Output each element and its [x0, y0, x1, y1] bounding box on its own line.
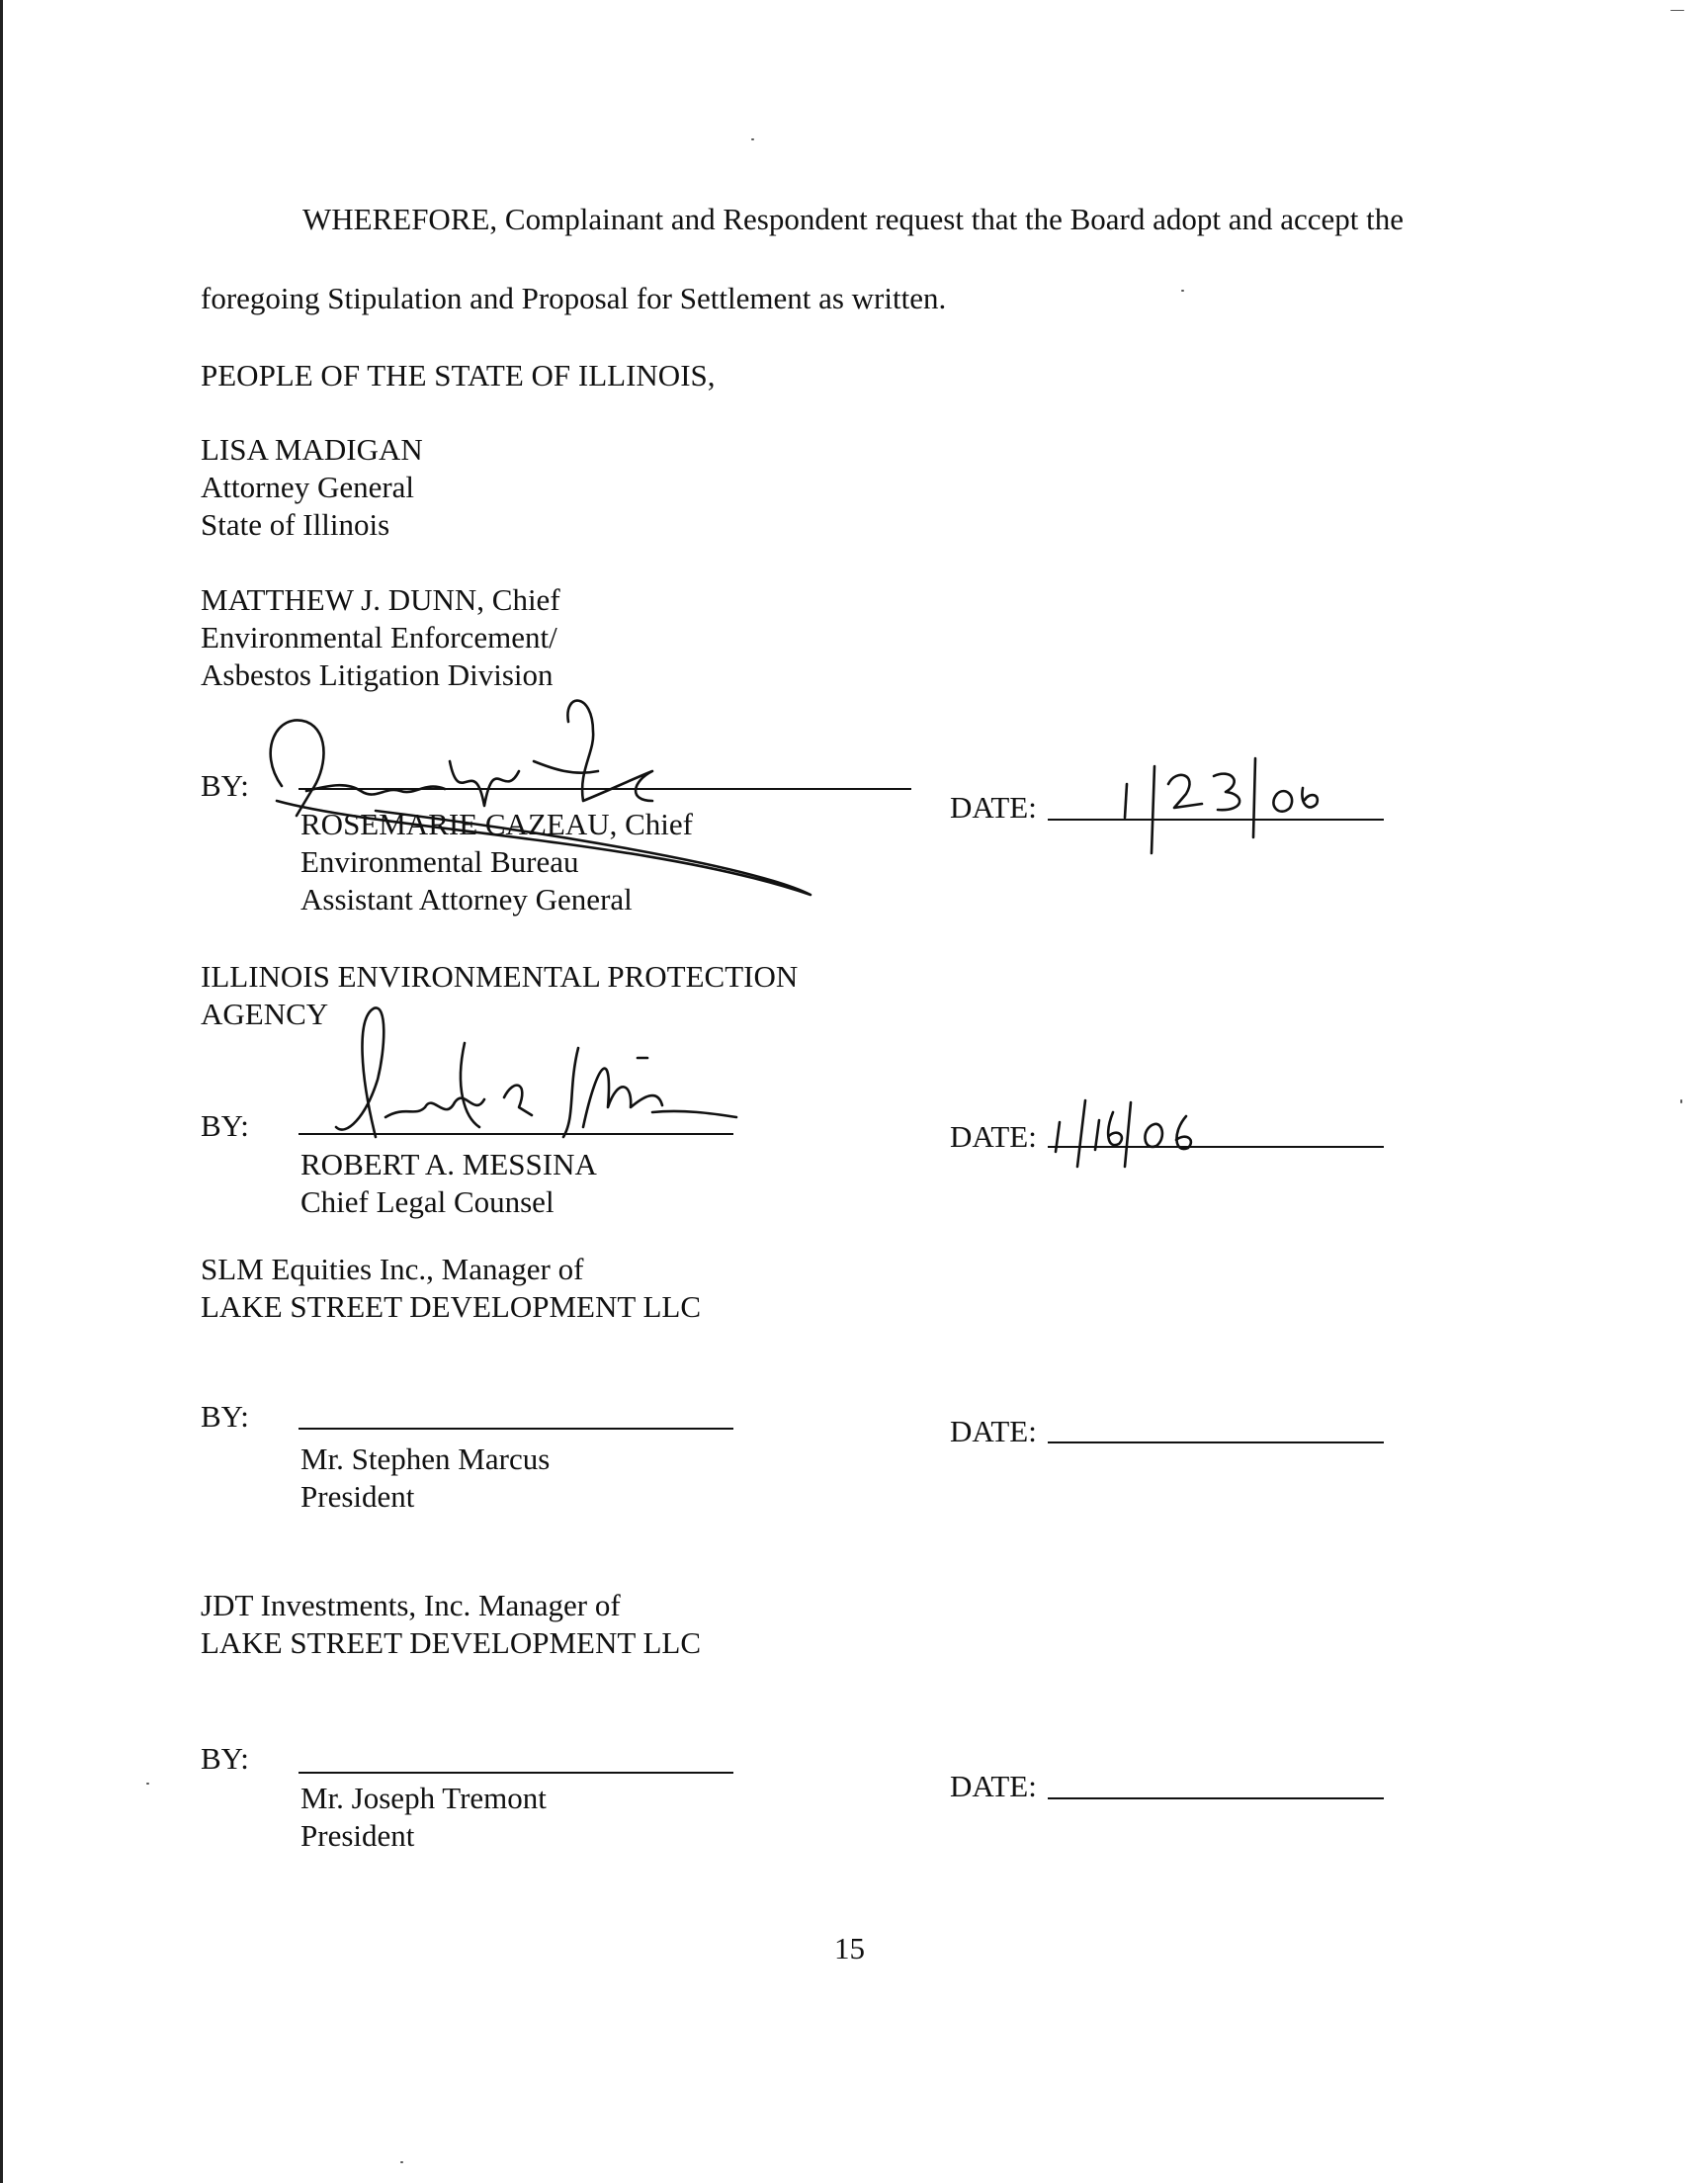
division-line-3: Asbestos Litigation Division	[201, 657, 554, 692]
sig3-by-label: BY:	[201, 1399, 249, 1434]
sig4-by-label: BY:	[201, 1741, 249, 1776]
sig1-name: ROSEMARIE CAZEAU, Chief	[300, 807, 693, 841]
sig4-title: President	[300, 1818, 415, 1853]
sig4-name: Mr. Joseph Tremont	[300, 1781, 547, 1815]
sig2-title: Chief Legal Counsel	[300, 1184, 555, 1219]
sig4-signature-line	[299, 1772, 733, 1774]
sig1-handwritten-signature	[237, 692, 850, 910]
scan-speck	[400, 2161, 403, 2163]
jdt-line-2: LAKE STREET DEVELOPMENT LLC	[201, 1625, 702, 1660]
scan-edge-left	[0, 0, 3, 2183]
slm-line-2: LAKE STREET DEVELOPMENT LLC	[201, 1289, 702, 1324]
scan-speck	[751, 138, 754, 140]
ag-title: Attorney General	[201, 470, 415, 504]
intro-line-1: WHEREFORE, Complainant and Respondent request that the Board adopt and accept the	[302, 202, 1405, 236]
sig2-by-label: BY:	[201, 1108, 249, 1143]
sig1-handwritten-date	[1107, 746, 1404, 855]
sig2-date-label: DATE:	[950, 1119, 1037, 1154]
scan-speck	[1670, 10, 1684, 11]
ag-state: State of Illinois	[201, 507, 390, 542]
sig1-date-label: DATE:	[950, 790, 1037, 825]
sig1-title-2: Assistant Attorney General	[300, 882, 633, 917]
sig2-handwritten-date	[1048, 1092, 1305, 1172]
slm-line-1: SLM Equities Inc., Manager of	[201, 1252, 584, 1286]
sig1-by-label: BY:	[201, 768, 249, 803]
sig4-date-label: DATE:	[950, 1769, 1037, 1803]
scan-speck	[146, 1783, 149, 1785]
sig3-signature-line	[299, 1428, 733, 1430]
scan-speck	[1181, 290, 1184, 292]
division-line-2: Environmental Enforcement/	[201, 620, 557, 655]
sig3-date-label: DATE:	[950, 1414, 1037, 1448]
page-number: 15	[834, 1931, 865, 1965]
sig4-date-line	[1048, 1797, 1384, 1799]
sig3-name: Mr. Stephen Marcus	[300, 1441, 551, 1476]
sig3-title: President	[300, 1479, 415, 1514]
sig1-title-1: Environmental Bureau	[300, 844, 579, 879]
jdt-line-1: JDT Investments, Inc. Manager of	[201, 1588, 621, 1622]
scan-speck	[1680, 1099, 1682, 1103]
people-heading: PEOPLE OF THE STATE OF ILLINOIS,	[201, 358, 716, 393]
agency-line-2: AGENCY	[201, 997, 329, 1031]
sig2-name: ROBERT A. MESSINA	[300, 1147, 597, 1181]
division-chief: MATTHEW J. DUNN, Chief	[201, 582, 560, 617]
ag-name: LISA MADIGAN	[201, 432, 423, 467]
intro-line-2: foregoing Stipulation and Proposal for Settlement as written.	[201, 281, 947, 315]
sig2-handwritten-signature	[316, 989, 751, 1177]
agency-line-1: ILLINOIS ENVIRONMENTAL PROTECTION	[201, 959, 799, 994]
sig3-date-line	[1048, 1441, 1384, 1443]
